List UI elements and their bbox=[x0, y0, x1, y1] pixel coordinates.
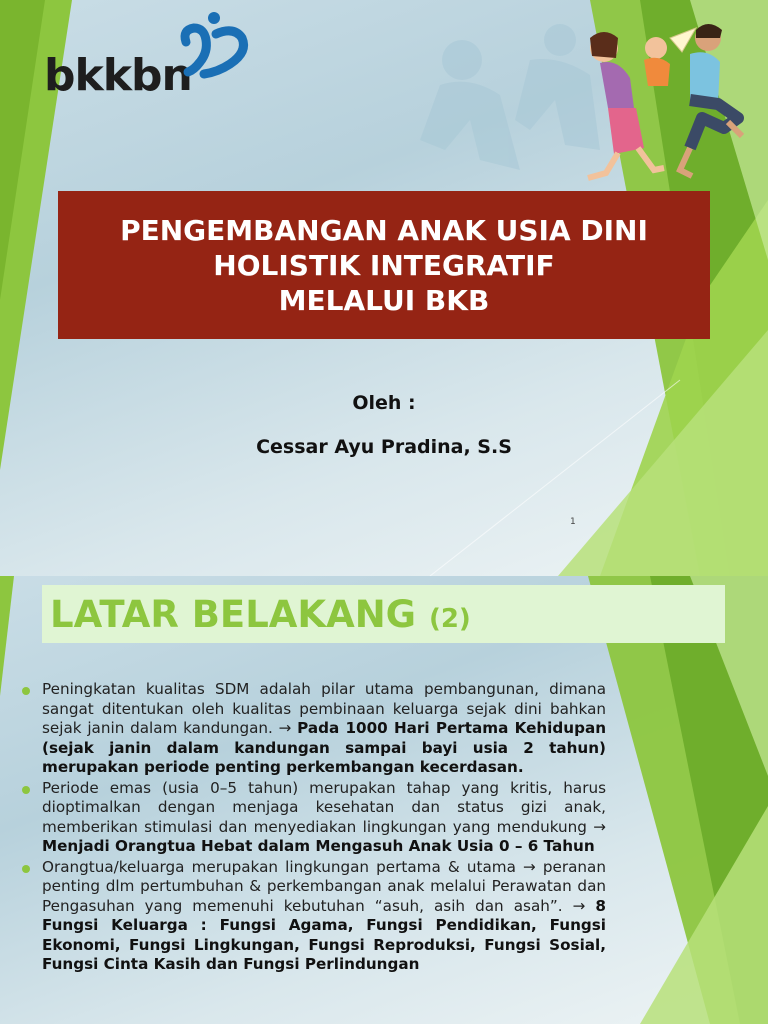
list-item bbox=[22, 779, 606, 857]
title-banner bbox=[58, 191, 710, 339]
title-line-3: MELALUI BKB bbox=[278, 283, 490, 317]
title-line-2: HOLISTIK INTEGRATIF bbox=[213, 248, 555, 282]
bullet-bold-text: Pada 1000 Hari Pertama Kehidupan (sejak janin dalam kandungan sampai bayi usia 2 tahun) merupakan periode penting perkembangan kecerdasan. bbox=[42, 719, 607, 776]
list-item bbox=[22, 680, 606, 778]
bullet-bold-text: Menjadi Orangtua Hebat dalam Mengasuh Anak Usia 0 – 6 Tahun bbox=[42, 837, 595, 855]
logo-text: bkkbn bbox=[44, 50, 192, 101]
heading-suffix: (2) bbox=[428, 604, 471, 634]
heading-box bbox=[42, 585, 725, 643]
family-illustration bbox=[578, 8, 748, 183]
by-label: Oleh : bbox=[352, 392, 416, 414]
bullet-dot-icon bbox=[22, 786, 30, 794]
bullet-text: Periode emas (usia 0–5 tahun) merupakan tahap yang kritis, harus dioptimalkan dengan menjaga kesehatan dan status gizi anak, memberikan stimulasi dan menyediakan lingkungan yang mendukung → bbox=[42, 778, 606, 836]
list-item bbox=[22, 858, 606, 975]
bullet-dot-icon bbox=[22, 865, 30, 873]
heading-text: LATAR BELAKANG bbox=[50, 593, 417, 636]
logo-mark-icon bbox=[174, 12, 254, 82]
bullet-bold-text: 8 Fungsi Keluarga : Fungsi Agama, Fungsi Pendidikan, Fungsi Ekonomi, Fungsi Lingkungan, Fungsi Reproduksi, Fungsi Sosial, Fungsi Cinta Kasih dan Fungsi Perlindungan bbox=[42, 896, 606, 973]
bullet-dot-icon bbox=[22, 687, 30, 695]
title-line-1: PENGEMBANGAN ANAK USIA DINI bbox=[120, 213, 648, 247]
bullet-text: Orangtua/keluarga merupakan lingkungan pertama & utama → peranan penting dlm pertumbuhan & perkembangan anak melalui Perawatan dan Pengasuhan yang memenuhi kebutuhan “asuh, asih dan asah”. → bbox=[42, 857, 606, 915]
content-slide bbox=[0, 576, 768, 1024]
page-number: 1 bbox=[570, 517, 576, 527]
bullet-list bbox=[22, 680, 606, 976]
slide-heading bbox=[50, 593, 471, 636]
author-name: Cessar Ayu Pradina, S.S bbox=[256, 436, 512, 458]
bullet-text: Peningkatan kualitas SDM adalah pilar utama pembangunan, dimana sangat ditentukan oleh kualitas pembinaan keluarga sejak dini bahkan sejak janin dalam kandungan. → bbox=[42, 680, 606, 737]
